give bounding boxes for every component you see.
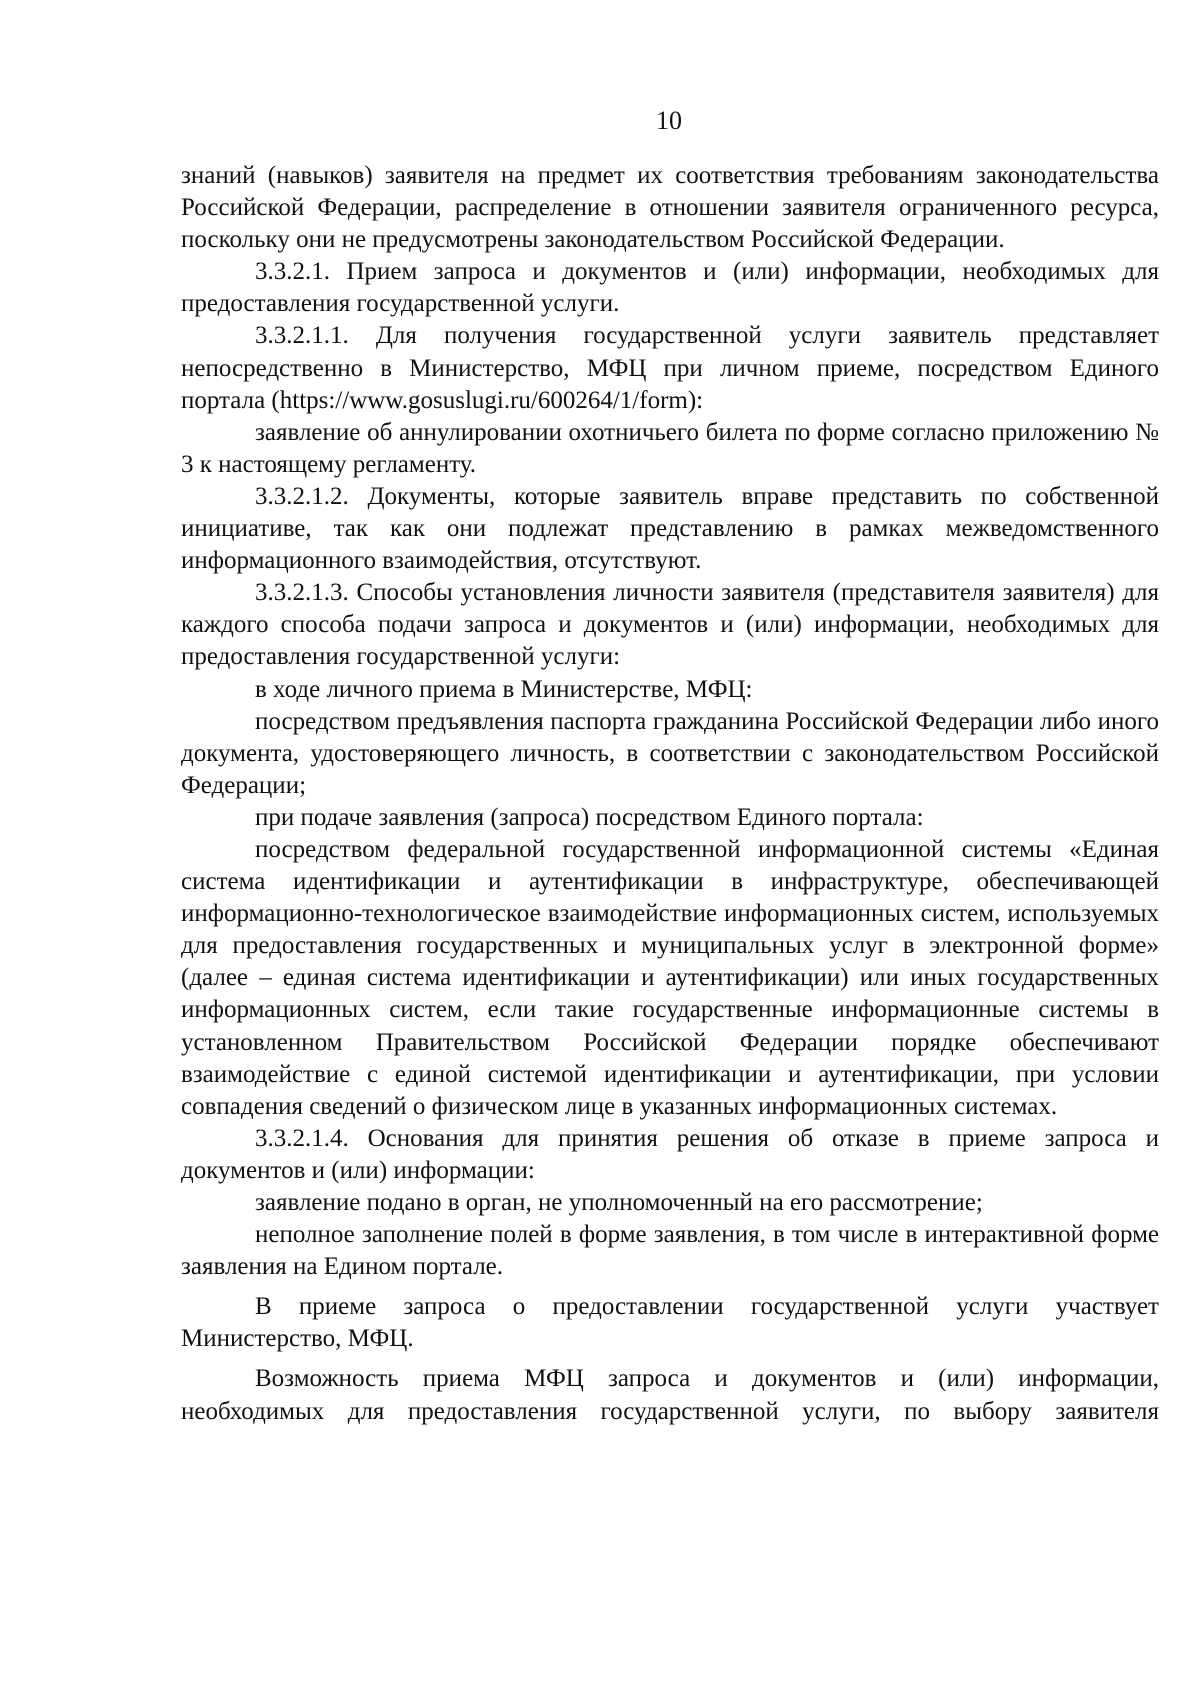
paragraph-personal-reception: в ходе личного приема в Министерстве, МФЦ: — [255, 675, 753, 703]
paragraph-mfc-possibility: Возможность приема МФЦ запроса и документов и (или) информации, необходимых для предоставления государственной услуги, по выбору заявителя — [181, 1365, 1159, 1425]
paragraph-incomplete-form: неполное заполнение полей в форме заявления, в том числе в интерактивной форме заявления на Едином портале. — [181, 1221, 1159, 1281]
page-number: 10 — [656, 106, 682, 135]
paragraph-3-3-2-1-2: 3.3.2.1.2. Документы, которые заявитель вправе представить по собственной инициативе, так как они подлежат представлению в рамках межведомственного информационного взаимодействия, отсутствуют. — [181, 482, 1159, 575]
paragraph-participants: В приеме запроса о предоставлении государственной услуги участвует Министерство, МФЦ. — [181, 1293, 1159, 1353]
paragraph-3-3-2-1-1: 3.3.2.1.1. Для получения государственной услуги заявитель представляет непосредственно в Министерство, МФЦ при личном приеме, посредством Единого портала (https://www.gosuslugi.ru/600264/1/form): — [181, 322, 1159, 414]
paragraph-application-item: заявление об аннулировании охотничьего билета по форме согласно приложению № 3 к настоящему регламенту. — [181, 418, 1159, 478]
paragraph-esia: посредством федеральной государственной информационной системы «Единая система идентификации и аутентификации в инфраструктуре, обеспечивающей информационно-технологическое взаимодействие информационных систем, используемых для предоставления государственных и муниципальных услуг в электронной форме» (далее – единая система идентификации и аутентификации) или иных государственных информационных систем, если такие государственные информационные системы в установленном Правительством Российской Федерации порядке обеспечивают взаимодействие с единой системой идентификации и аутентификации, при условии совпадения сведений о физическом лице в указанных информационных системах. — [181, 835, 1159, 1120]
paragraph-3-3-2-1: 3.3.2.1. Прием запроса и документов и (или) информации, необходимых для предоставления государственной услуги. — [181, 258, 1159, 318]
paragraph-portal-submission: при подаче заявления (запроса) посредством Единого портала: — [255, 803, 924, 831]
document-body — [181, 160, 1159, 1428]
paragraph-wrong-authority: заявление подано в орган, не уполномоченный на его рассмотрение; — [255, 1189, 983, 1216]
paragraph-3-3-2-1-4: 3.3.2.1.4. Основания для принятия решения об отказе в приеме запроса и документов и (или) информации: — [181, 1124, 1159, 1184]
paragraph-3-3-2-1-3: 3.3.2.1.3. Способы установления личности заявителя (представителя заявителя) для каждого способа подачи запроса и документов и (или) информации, необходимых для предоставления государственной услуги: — [181, 579, 1159, 671]
paragraph-passport: посредством предъявления паспорта гражданина Российской Федерации либо иного документа, удостоверяющего личность, в соответствии с законодательством Российской Федерации; — [181, 707, 1159, 799]
paragraph-continuation: знаний (навыков) заявителя на предмет их соответствия требованиям законодательства Российской Федерации, распределение в отношении заявителя ограниченного ресурса, поскольку они не предусмотрены законодательством Российской Федерации. — [181, 162, 1159, 254]
